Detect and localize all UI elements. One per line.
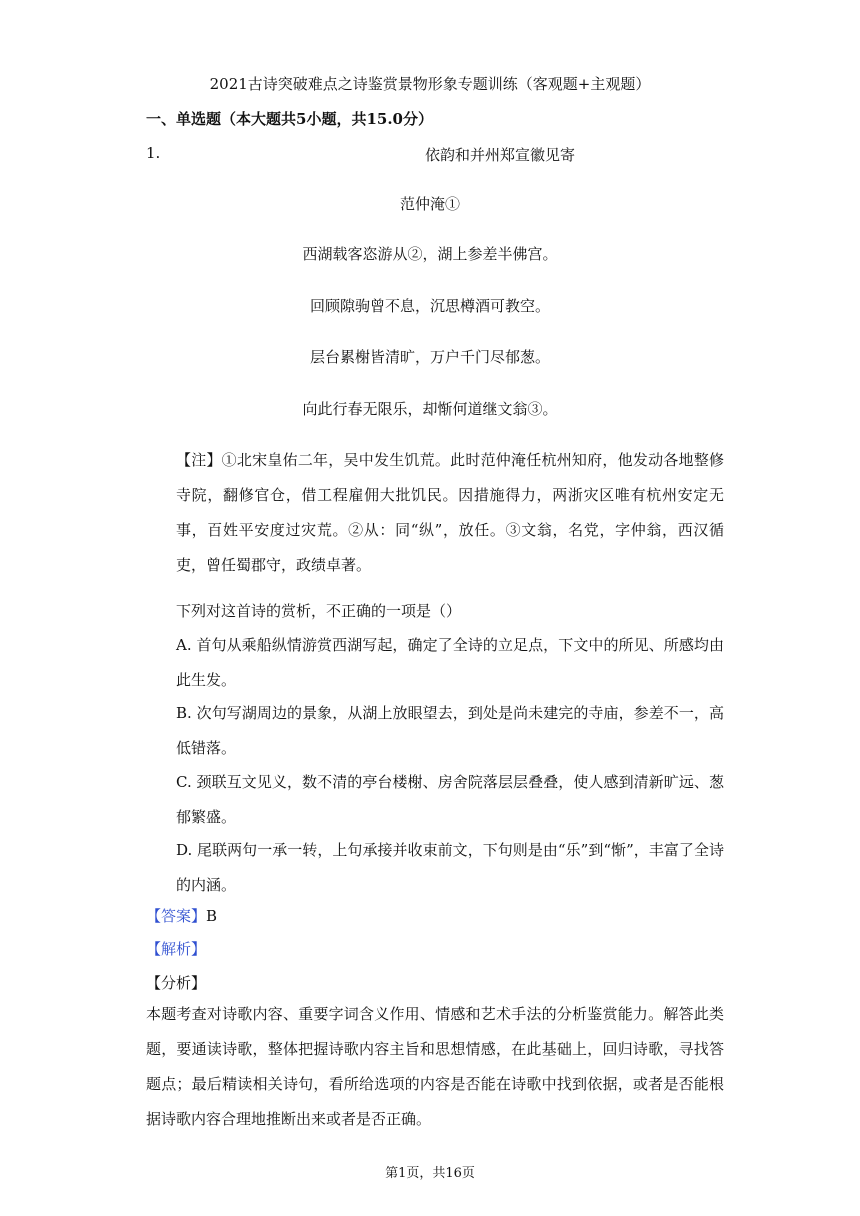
- poem-note: 【注】①北宋皇佑二年，吴中发生饥荒。此时范仲淹任杭州知府，他发动各地整修寺院，翻修官仓，借工程雇佣大批饥民。因措施得力，两浙灾区唯有杭州安定无事，百姓平安度过灾荒。②从：同“纵”，放任。③文翁，名党，字仲翁，西汉循吏，曾任蜀郡守，政绩卓著。: [176, 451, 724, 574]
- poem-line: 层台累榭皆清旷，万户千门尽郁葱。: [309, 348, 550, 366]
- option-c: C. 颈联互文见义，数不清的亭台楼榭、房舍院落层层叠叠，使人感到清新旷远、葱郁繁盛。: [176, 773, 724, 826]
- analysis-paragraph: 本题考查对诗歌内容、重要字词含义作用、情感和艺术手法的分析鉴赏能力。解答此类题，要通读诗歌，整体把握诗歌内容主旨和思想情感，在此基础上，回归诗歌，寻找答题点；最后精读相关诗句，看所给选项的内容是否能在诗歌中找到依据，或者是否能根据诗歌内容合理地推断出来或者是否正确。: [146, 1005, 724, 1128]
- option-d: D. 尾联两句一承一转，上句承接并收束前文，下句则是由“乐”到“惭”，丰富了全诗的内涵。: [176, 841, 724, 894]
- page-footer: 第1页，共16页: [385, 1166, 475, 1181]
- poem-title: 依韵和并州郑宣徽见寄: [424, 146, 575, 164]
- question-stem: 下列对这首诗的赏析，不正确的一项是（）: [176, 602, 462, 620]
- page-title: 2021古诗突破难点之诗鉴赏景物形象专题训练（客观题+主观题）: [209, 75, 651, 93]
- poem-line: 回顾隙驹曾不息，沉思樽酒可教空。: [309, 297, 550, 315]
- poem-line: 向此行春无限乐，却惭何道继文翁③。: [302, 400, 558, 418]
- answer-line: [146, 905, 217, 926]
- answer-value: B: [206, 907, 218, 925]
- poem-line: 西湖载客恣游从②，湖上参差半佛宫。: [302, 245, 558, 263]
- answer-label: 【答案】: [146, 907, 207, 925]
- question-number: 1.: [146, 144, 161, 162]
- section-heading: 一、单选题（本大题共5小题，共15.0分）: [146, 110, 433, 128]
- fenxi-label: 【分析】: [146, 974, 207, 992]
- option-a: A. 首句从乘船纵情游赏西湖写起，确定了全诗的立足点，下文中的所见、所感均由此生发。: [176, 636, 724, 689]
- jiexi-label: 【解析】: [146, 940, 207, 958]
- poem-author: 范仲淹①: [399, 195, 460, 213]
- option-b: B. 次句写湖周边的景象，从湖上放眼望去，到处是尚未建完的寺庙，参差不一，高低错落。: [176, 704, 724, 757]
